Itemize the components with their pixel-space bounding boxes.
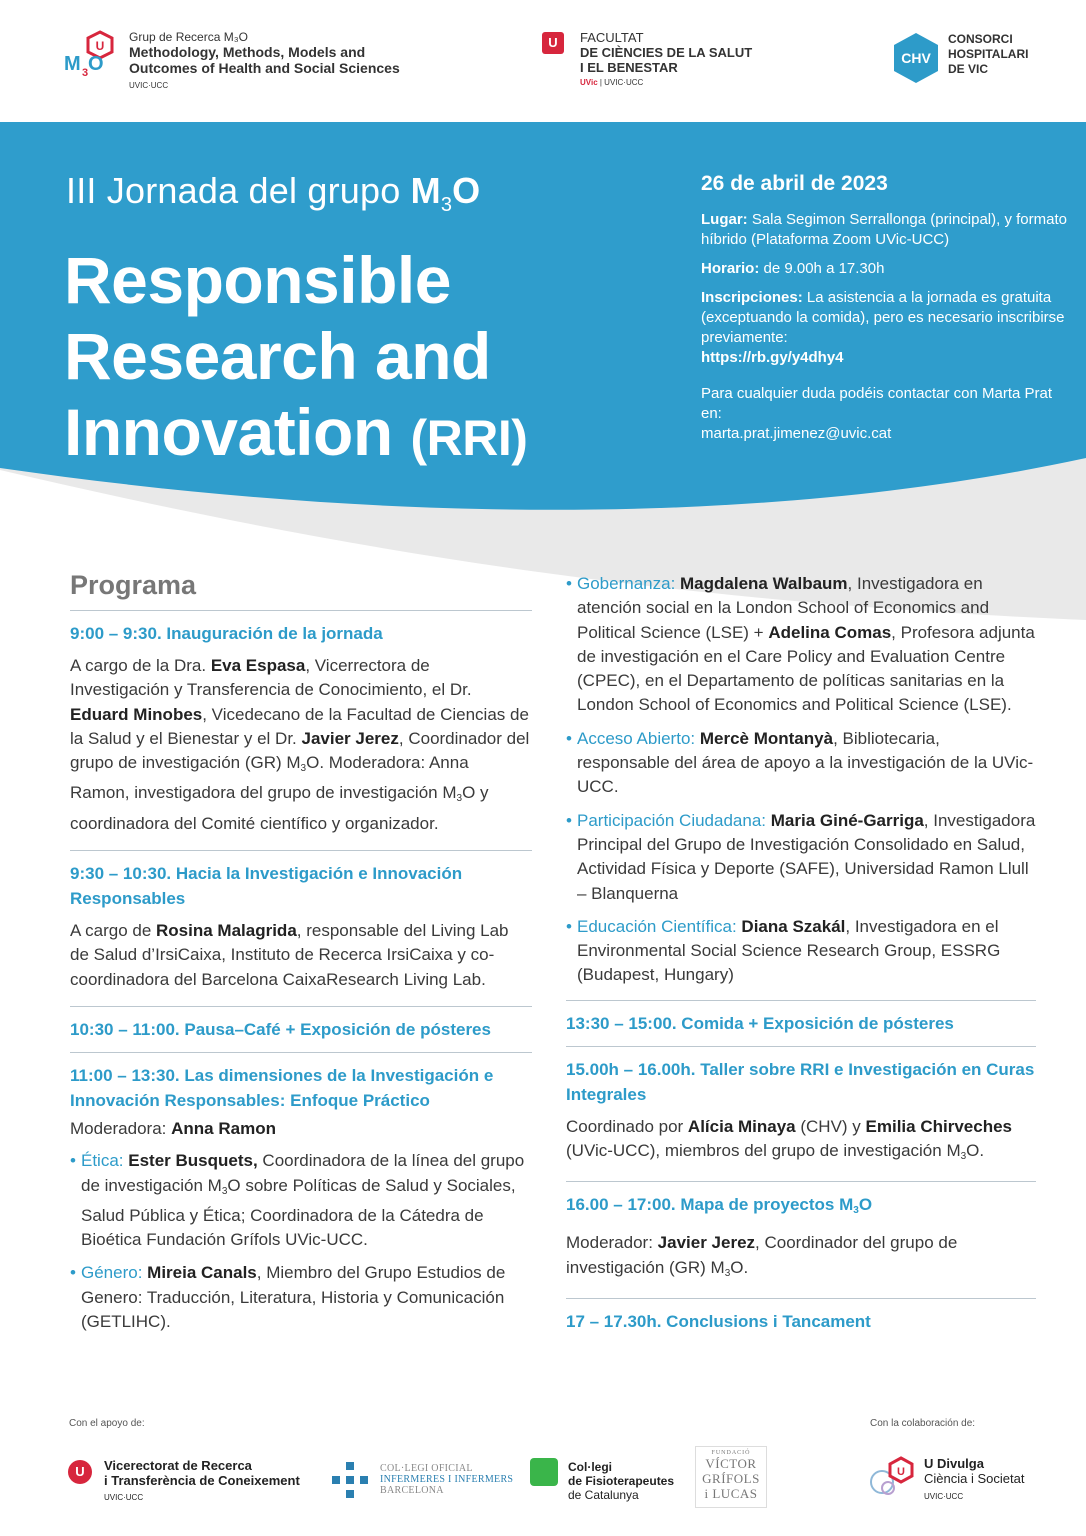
moderator-label: Moderadora: [70,1118,172,1138]
bullet-icon: • [566,916,572,936]
uvic-u-icon: U [68,1460,92,1484]
location-text: Sala Segimon Serrallonga (principal), y formato híbrido (Plataforma Zoom UVic-UCC) [701,211,1067,248]
dimension-text: , Bibliotecaria, responsable del área de apoyo a la investigación de la UVic-UCC. [577,728,1034,797]
fisio-line3: de Catalunya [568,1488,639,1502]
schedule-text: de 9.00h a 17.30h [759,260,885,277]
m3o-title-line1: Methodology, Methods, Models and [129,44,366,60]
m3o-group-name: Grup de Recerca M₃O [129,30,248,44]
dimension-genero [70,1261,532,1334]
facultat-line1: FACULTAT [580,30,644,45]
fisio-line1: Col·legi [568,1460,612,1474]
event-date: 26 de abril de 2023 [701,172,888,195]
divider [70,610,532,611]
speaker-name: Anna Ramon [171,1118,276,1138]
speaker-name: Maria Giné-Garriga [766,810,924,830]
facultat-line3: I EL BENESTAR [580,60,678,75]
subtitle-text: III Jornada del grupo [66,170,411,211]
footer [0,1410,1086,1536]
s6-text: (CHV) y [795,1116,866,1136]
speaker-name: Ester Busquets, [123,1151,258,1171]
subtitle-sub: 3 [440,194,453,216]
svg-text:U: U [897,1466,905,1478]
s6-text: Coordinado por [566,1116,688,1136]
divider [566,1000,1036,1001]
dimension-label: Educación Científica: [577,916,737,936]
speaker-name: Adelina Comas [768,622,892,642]
divider [70,1006,532,1007]
session-rri-text [70,919,532,992]
dimension-etica [70,1149,532,1252]
divider [566,1181,1036,1182]
s6-text: O. [966,1141,985,1161]
bullet-icon: • [566,574,572,593]
speaker-name: Eduard Minobes [70,704,203,724]
coib-line3: BARCELONA [380,1485,444,1496]
vice-line1: Vicerectorat de Recerca [104,1458,252,1473]
session-closing-heading: 17 – 17.30h. Conclusions i Tancament [566,1311,871,1331]
vgl-line2: GRÍFOLS [702,1471,760,1486]
registration-label: Inscripciones: [701,289,803,306]
title-line2: Research and [64,319,491,393]
fisio-line2: de Fisioterapeutes [568,1474,675,1488]
speaker-name: Javier Jerez [301,728,399,748]
divider [566,1298,1036,1299]
subscript-3: 3 [960,1151,967,1163]
subscript-3: 3 [221,1185,228,1197]
speaker-name: Eva Espasa [210,656,306,675]
m3o-logo-icon [62,30,120,82]
speaker-name: Rosina Malagrida [156,921,297,941]
session-rri-heading: 9:30 – 10:30. Hacia la Investigación e Innovación Responsables [70,864,463,909]
support-label: Con el apoyo de: [69,1418,145,1429]
coib-line2: INFERMERES I INFERMERS [380,1474,514,1485]
event-location [701,210,1071,250]
dimensions-list-left [70,1149,532,1334]
subscript-3: 3 [853,1205,859,1217]
chv-line2: HOSPITALARI [948,47,1029,61]
udivulga-icon [868,1454,916,1500]
s2-text: , responsable del Living Lab de Salud d’IrsiCaixa, Instituto de Recerca IrsiCaixa y co-coordinadora del Barcelona CaixaResearch Living Lab. [70,921,509,989]
session-dimensions-heading: 11:00 – 13:30. Las dimensiones de la Investigación e Innovación Responsables: Enfoque Práctico [70,1065,494,1110]
uvic-u-icon: U [542,32,564,54]
facultat-line2: DE CIÈNCIES DE LA SALUT [580,45,753,60]
divider [70,850,532,851]
subscript-3: 3 [456,793,463,805]
subtitle-m: M [410,170,441,211]
facultat-uvic-ucc: | UVIC·UCC [597,78,644,87]
s1-text: , Coordinador del grupo de investigación (GR) M [70,728,530,773]
dimension-text: , Investigadora en el Environmental Social Science Research Group, ESSRG (Budapest, Hungary) [577,916,1001,985]
vice-line3: UVIC·UCC [104,1493,144,1502]
s1-text: O y coordinadora del Comité científico y organizador. [70,783,489,833]
subscript-3: 3 [300,763,307,775]
session-workshop-heading: 15.00h – 16.00h. Taller sobre RRI e Investigación en Curas Integrales [566,1059,1035,1104]
contact-email[interactable]: marta.prat.jimenez@uvic.cat [701,425,892,442]
divider [566,1046,1036,1047]
divider [70,1052,532,1053]
session-map-text [566,1231,1036,1286]
svg-text:U: U [95,39,105,53]
dimension-text: , Miembro del Grupo Estudios de Genero: Traducción, Literatura, Historia y Comunicación (GETLIHC). [81,1263,506,1332]
dimension-text: Coordinadora de la línea del grupo de investigación M [81,1151,525,1195]
contact-text: Para cualquier duda podéis contactar con Marta Prat en: [701,385,1053,422]
session-lunch-heading: 13:30 – 15:00. Comida + Exposición de pósteres [566,1013,954,1033]
s1-text: O. Moderadora: Anna Ramon, investigadora del grupo de investigación M [70,753,469,803]
s7-heading-text: O [858,1195,873,1215]
registration-text: La asistencia a la jornada es gratuita (exceptuando la comida), pero es necesario inscribirse previamente: [701,289,1065,346]
chv-line3: DE VIC [948,62,989,76]
session-inauguration-heading: 9:00 – 9:30. Inauguración de la jornada [70,624,383,643]
svg-text:O: O [88,53,104,75]
event-subtitle [66,170,480,217]
s1-text: , Vicedecano de la Facultad de Ciencias de la Salud y el Bienestar y el Dr. [70,704,529,748]
s2-text: A cargo de [70,921,157,941]
subscript-3: 3 [724,1267,731,1279]
dimension-text: , Investigadora Principal del Grupo de Investigación Consolidado en Salud, Actividad Física y Deporte (SAFE), Universidad Ramon Llull – Blanquerna [577,810,1036,903]
registration-link[interactable]: https://rb.gy/y4dhy4 [701,349,844,366]
dimension-label: Acceso Abierto: [577,728,696,748]
session-break-heading: 10:30 – 11:00. Pausa–Café + Exposición de pósteres [70,1019,491,1039]
s1-text: A cargo de la Dra. [70,656,211,675]
vice-line2: i Transferència de Coneixement [104,1473,300,1488]
s7-heading-text: 16.00 – 17:00. Mapa de proyectos M [566,1195,854,1215]
bullet-icon: • [70,1263,76,1283]
dimension-text: , Investigadora en atención social en la London School of Economics and Political Science (LSE) + [577,574,990,642]
speaker-name: Javier Jerez [657,1233,756,1253]
collaboration-label: Con la colaboración de: [870,1418,976,1429]
program-left-column [70,570,532,1343]
dimension-educacion [566,915,1036,988]
program-right-column [566,570,1036,1334]
event-info [701,172,1071,453]
s7-text: , Coordinador del grupo de investigación (GR) M [566,1233,958,1277]
m3o-title-line2: Outcomes of Health and Social Sciences [129,60,400,76]
bullet-icon: • [566,728,572,748]
speaker-name: Alícia Minaya [687,1116,796,1136]
dimension-gobernanza [566,572,1036,718]
dimension-label: Participación Ciudadana: [577,810,767,830]
speaker-name: Mireia Canals [142,1263,257,1283]
s1-text: , Vicerrectora de Investigación y Transferencia de Conocimiento, el Dr. [70,656,472,700]
session-map-heading [566,1192,1036,1223]
title-rri: (RRI) [410,410,528,466]
chv-mark-text: CHV [901,50,931,66]
dimension-text: O sobre Políticas de Salud y Sociales, Salud Pública y Ética; Coordinadora de la Cátedra de Bioética Fundación Grífols UVic-UCC. [81,1175,516,1250]
s7-text: Moderador: [566,1233,658,1253]
chv-line1: CONSORCI [948,32,1013,46]
facultat-uvic: UVic [580,78,598,87]
event-contact [701,384,1071,444]
session-dimensions-moderator [70,1117,532,1141]
bullet-icon: • [566,810,572,830]
title-line1: Responsible [64,243,451,317]
dimension-text: , Profesora adjunta de investigación en el Care Policy and Evaluation Centre (CPEC), en el Departamento de políticas sanitarias en la London School of Economics and Political Science (LSE). [577,622,1035,715]
s7-text: O. [730,1257,749,1277]
coib-line1: COL·LEGI OFICIAL [380,1463,473,1474]
vgl-line3: i LUCAS [704,1486,758,1501]
udiv-line3: UVIC·UCC [924,1492,964,1501]
bullet-icon: • [70,1151,76,1171]
cross-icon [332,1462,368,1498]
facultat-affiliation [580,78,800,87]
dimension-label: Gobernanza: [577,574,676,593]
m3o-affiliation: UVIC·UCC [129,81,169,90]
location-label: Lugar: [701,211,748,228]
hand-icon [530,1458,558,1486]
program-title: Programa [70,570,197,600]
schedule-label: Horario: [701,260,760,277]
session-inauguration-text [70,654,532,836]
dimension-label: Género: [81,1263,143,1283]
title-innovation: Innovation [64,395,393,469]
speaker-name: Magdalena Walbaum [675,574,848,593]
subtitle-o: O [452,170,481,211]
s6-text: (UVic-UCC), miembros del grupo de investigación M [566,1141,961,1161]
title-line3 [64,394,684,476]
udiv-line2: Ciència i Societat [924,1471,1025,1486]
event-registration [701,288,1071,368]
speaker-name: Diana Szakál [736,916,846,936]
victor-grifols-logo [695,1446,767,1508]
vgl-line0: FUNDACIÓ [711,1450,751,1456]
svg-text:M: M [64,53,81,75]
chv-hexagon-icon [890,32,942,84]
speaker-name: Mercè Montanyà [695,728,834,748]
event-schedule [701,259,1071,279]
header [0,0,1086,122]
svg-text:3: 3 [82,67,89,79]
dimension-participacion [566,809,1036,906]
speaker-name: Emilia Chirveches [865,1116,1012,1136]
dimensions-list-right [566,572,1036,988]
vgl-line1: VÍCTOR [705,1456,757,1471]
dimension-acceso-abierto [566,727,1036,800]
session-workshop-text [566,1115,1036,1170]
event-title [64,242,684,476]
dimension-label: Ética: [81,1151,124,1171]
udiv-line1: U Divulga [924,1456,984,1471]
